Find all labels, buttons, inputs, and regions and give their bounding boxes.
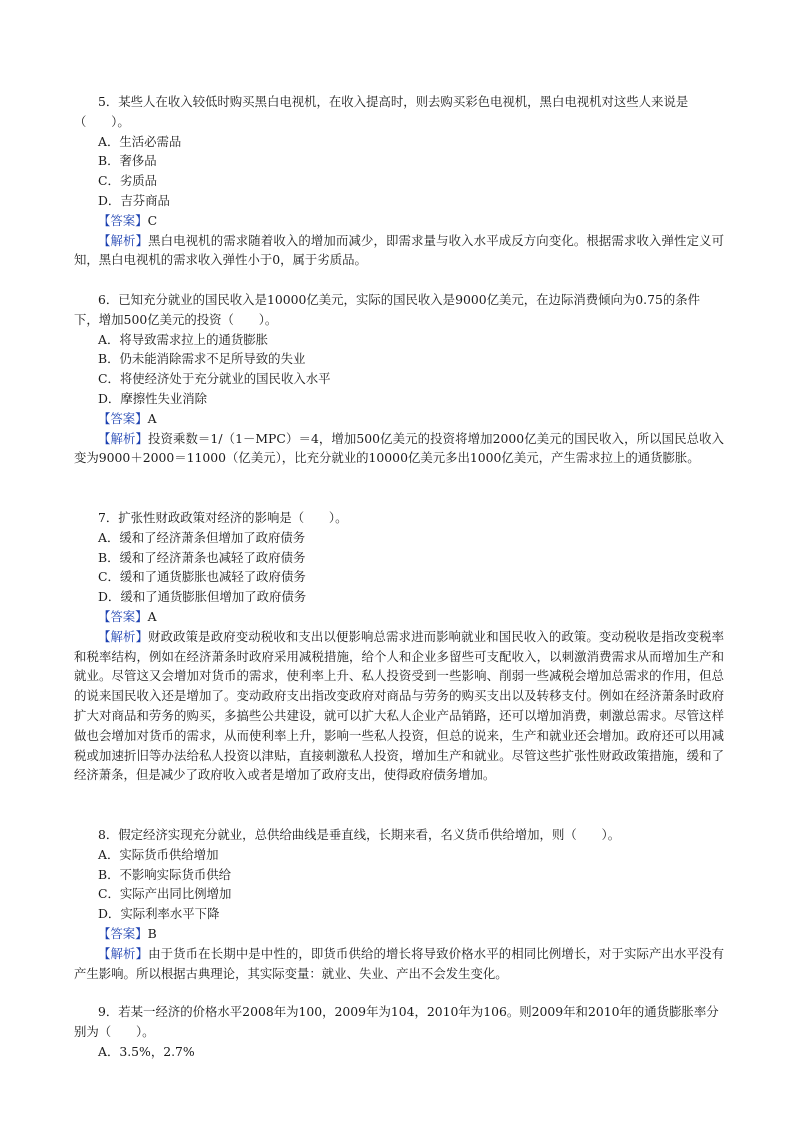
answer-line (74, 409, 724, 429)
answer-value: A (147, 410, 157, 426)
option-a: A．缓和了经济萧条但增加了政府债务 (98, 529, 306, 545)
question-stem: 7．扩张性财政政策对经济的影响是（ ）。 (98, 510, 348, 525)
explanation (74, 231, 724, 271)
option-c: C．将使经济处于充分就业的国民收入水平 (98, 371, 331, 387)
explanation-tag: 【解析】 (98, 628, 149, 644)
answer-tag: 【答案】 (98, 212, 148, 228)
option-d: D．吉芬商品 (98, 192, 170, 208)
explanation-tag: 【解析】 (98, 232, 149, 248)
question-stem: 6．已知充分就业的国民收入是10000亿美元，实际的国民收入是9000亿美元，在边际消费倾向为0.75的条件下，增加500亿美元的投资（ ）。 (74, 292, 701, 327)
option-d: D．实际利率水平下降 (98, 906, 220, 922)
explanation-text: 财政政策是政府变动税收和支出以便影响总需求进而影响就业和国民收入的政策。变动税收是指改变税率和税率结构，例如在经济萧条时政府采用减税措施，给个人和企业多留些可支配收入，以刺激消费需求从而增加生产和就业。尽管这又会增加对货币的需求，使利率上升、私人投资受到一些影响、削弱一些减税会增加总需求的作用，但总的说来国民收入还是增加了。变动政府支出指改变政府对商品与劳务的购买支出以及转移支付。例如在经济萧条时政府扩大对商品和劳务的购买，多搞些公共建设，就可以扩大私人企业产品销路，还可以增加消费，刺激总需求。尽管这样做也会增加对货币的需求，从而使利率上升，影响一些私人投资，但总的说来，生产和就业还会增加。政府还可以用减税或加速折旧等办法给私人投资以津贴，直接刺激私人投资，增加生产和就业。尽管这些扩张性财政政策措施，缓和了经济萧条，但是减少了政府收入或者是增加了政府支出，使得政府债务增加。 (74, 628, 725, 783)
answer-line (74, 607, 724, 627)
explanation (74, 627, 724, 785)
question-9 (74, 1002, 724, 1061)
option-c: C．缓和了通货膨胀也减轻了政府债务 (98, 569, 306, 585)
question-7 (74, 508, 724, 785)
question-8 (74, 825, 724, 983)
option-b: B．缓和了经济萧条也减轻了政府债务 (98, 549, 306, 565)
answer-value: A (147, 608, 157, 624)
explanation (74, 944, 724, 984)
option-b: B．仍未能消除需求不足所导致的失业 (98, 351, 306, 367)
question-stem: 9．若某一经济的价格水平2008年为100，2009年为104，2010年为106。则2009年和2010年的通货膨胀率分别为（ ）。 (74, 1004, 719, 1039)
option-d: D．缓和了通货膨胀但增加了政府债务 (98, 589, 307, 605)
answer-value: B (147, 925, 157, 941)
explanation-tag: 【解析】 (98, 430, 148, 446)
option-a: A．3.5%，2.7% (98, 1043, 195, 1059)
answer-tag: 【答案】 (98, 608, 148, 624)
option-d: D．摩擦性失业消除 (98, 390, 208, 406)
question-5 (74, 92, 724, 270)
option-a: A．生活必需品 (98, 133, 182, 149)
option-b: B．奢侈品 (98, 153, 157, 169)
explanation-text: 投资乘数＝1/（1－MPC）＝4，增加500亿美元的投资将增加2000亿美元的国民收入，所以国民总收入变为9000＋2000＝11000（亿美元），比充分就业的10000亿美元多出1000亿美元，产生需求拉上的通货膨胀。 (74, 430, 724, 466)
option-c: C．实际产出同比例增加 (98, 886, 232, 902)
answer-tag: 【答案】 (98, 925, 148, 941)
option-a: A．实际货币供给增加 (98, 846, 219, 862)
answer-value: C (147, 212, 158, 228)
question-6 (74, 290, 724, 468)
explanation-text: 由于货币在长期中是中性的，即货币供给的增长将导致价格水平的相同比例增长，对于实际产出水平没有产生影响。所以根据古典理论，其实际变量：就业、失业、产出不会发生变化。 (74, 945, 725, 981)
answer-line (74, 924, 724, 944)
question-stem: 8．假定经济实现充分就业，总供给曲线是垂直线，长期来看，名义货币供给增加，则（ ）。 (98, 827, 621, 842)
option-a: A．将导致需求拉上的通货膨胀 (98, 331, 269, 347)
option-b: B．不影响实际货币供给 (98, 866, 232, 882)
answer-tag: 【答案】 (98, 410, 148, 426)
explanation-tag: 【解析】 (98, 945, 149, 961)
option-c: C．劣质品 (98, 173, 158, 189)
answer-line (74, 211, 724, 231)
explanation (74, 429, 724, 469)
question-stem: 5．某些人在收入较低时购买黑白电视机，在收入提高时，则去购买彩色电视机，黑白电视机对这些人来说是（ ）。 (74, 94, 689, 129)
explanation-text: 黑白电视机的需求随着收入的增加而减少，即需求量与收入水平成反方向变化。根据需求收入弹性定义可知，黑白电视机的需求收入弹性小于0，属于劣质品。 (74, 232, 725, 268)
